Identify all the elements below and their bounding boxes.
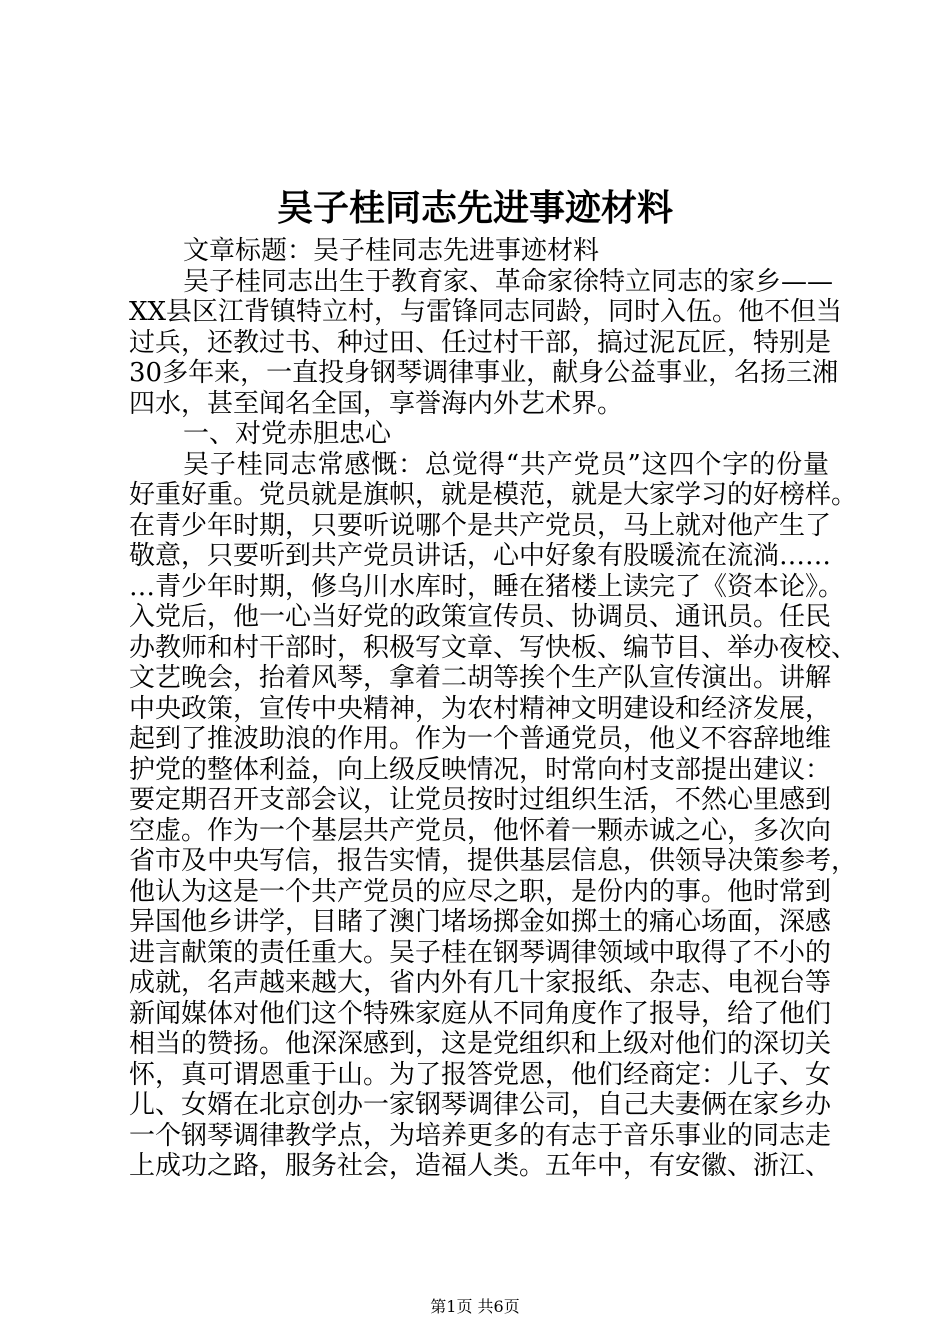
text-line: 他认为这是一个共产党员的应尽之职，是份内的事。他时常到 [129,876,832,907]
text-line: 一个钢琴调律教学点，为培养更多的有志于音乐事业的同志走 [129,1120,832,1151]
text-line: 一、对党赤胆忠心 [183,419,392,449]
text-line: 省市及中央写信，报告实情，提供基层信息，供领导决策参考， [129,846,858,876]
paragraph [129,449,858,1182]
text-line: 儿、女婿在北京创办一家钢琴调律公司，自己夫妻俩在家乡办 [129,1090,832,1120]
text-line: 起到了推波助浪的作用。作为一个普通党员，他义不容辞地维 [129,724,832,754]
text-line: 怀，真可谓恩重于山。为了报答党恩，他们经商定：儿子、女 [129,1059,832,1090]
text-line: 过兵，还教过书、种过田、任过村干部，搞过泥瓦匠，特别是 [129,327,832,358]
text-line: 成就，名声越来越大，省内外有几十家报纸、杂志、电视台等 [129,968,832,998]
text-line: …青少年时期，修乌川水库时，睡在猪楼上读完了《资本论》。 [129,571,845,602]
text-line: 中央政策，宣传中央精神，为农村精神文明建设和经济发展， [129,693,832,724]
text-line: 新闻媒体对他们这个特殊家庭从不同角度作了报导，给了他们 [129,998,832,1029]
text-line: XX县区江背镇特立村，与雷锋同志同龄，同时入伍。他不但当 [129,297,843,327]
text-line: 四水，甚至闻名全国，享誉海内外艺术界。 [129,388,624,419]
text-line: 在青少年时期，只要听说哪个是共产党员，马上就对他产生了 [129,510,832,541]
text-line: 相当的赞扬。他深深感到，这是党组织和上级对他们的深切关 [129,1029,832,1059]
document-title: 吴子桂同志先进事迹材料 [276,188,673,229]
section-heading [129,419,829,450]
text-line: 上成功之路，服务社会，造福人类。五年中，有安徽、浙江、 [129,1151,832,1181]
text-line: 30多年来，一直投身钢琴调律事业，献身公益事业，名扬三湘 [129,358,839,388]
text-line: 文章标题：吴子桂同志先进事迹材料 [183,236,600,266]
text-line: 进言献策的责任重大。吴子桂在钢琴调律领域中取得了不小的 [129,937,832,968]
paragraph [129,266,843,420]
text-line: 吴子桂同志出生于教育家、革命家徐特立同志的家乡—— [183,266,834,297]
paragraph [129,236,829,267]
text-line: 异国他乡讲学，目睹了澳门堵场掷金如掷土的痛心场面，深感 [129,907,832,937]
text-line: 入党后，他一心当好党的政策宣传员、协调员、通讯员。任民 [129,602,832,632]
text-line: 文艺晚会，抬着风琴，拿着二胡等挨个生产队宣传演出。讲解 [129,663,832,693]
text-line: 护党的整体利益，向上级反映情况，时常向村支部提出建议： [129,754,832,785]
page-number: 第1页 共6页 [430,1297,520,1316]
document-body [129,236,858,1182]
text-line: 好重好重。党员就是旗帜，就是模范，就是大家学习的好榜样。 [129,480,858,510]
text-line: 空虚。作为一个基层共产党员，他怀着一颗赤诚之心，多次向 [129,815,832,846]
text-line: 要定期召开支部会议，让党员按时过组织生活，不然心里感到 [129,785,832,815]
text-line: 吴子桂同志常感慨：总觉得“共产党员”这四个字的份量 [183,449,829,480]
text-line: 敬意，只要听到共产党员讲话，心中好象有股暖流在流淌…… [129,541,832,571]
text-line: 办教师和村干部时，积极写文章、写快板、编节目、举办夜校、 [129,632,858,663]
